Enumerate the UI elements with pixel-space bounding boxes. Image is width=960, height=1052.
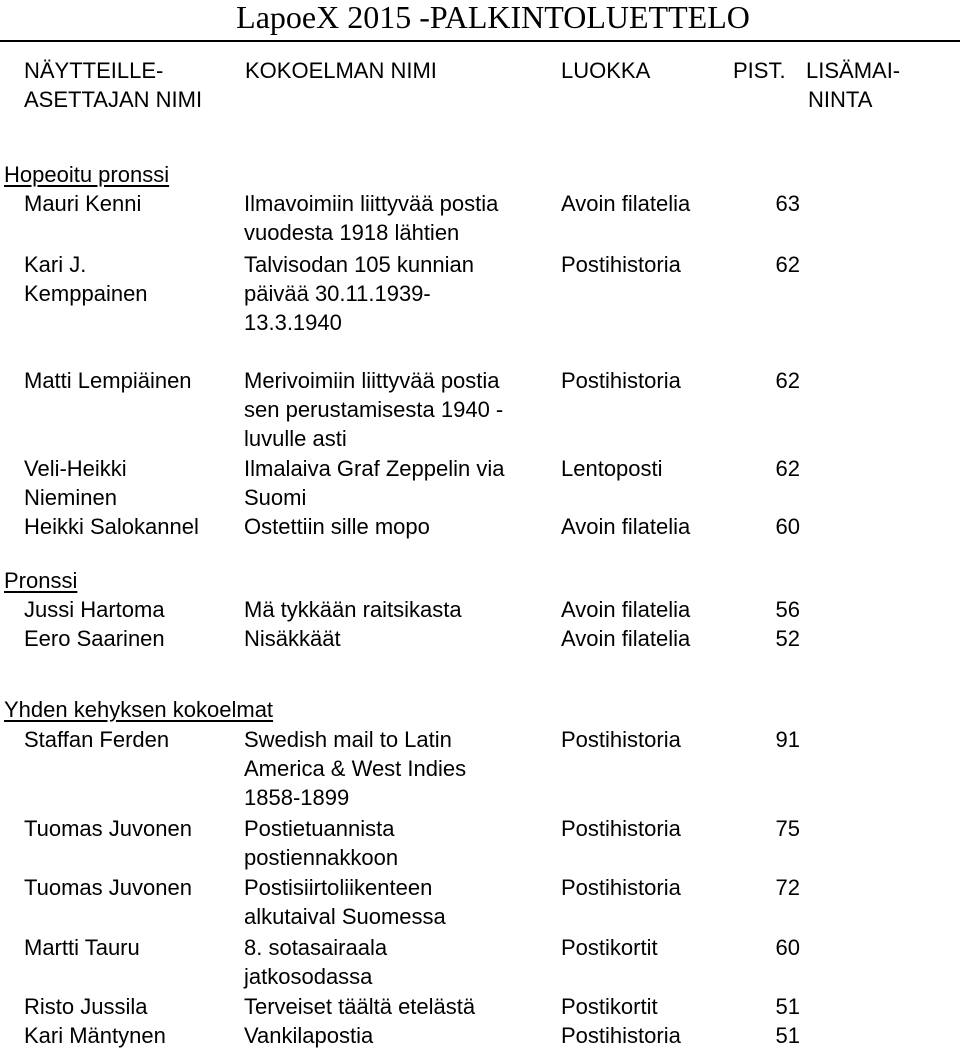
collection-name: päivää 30.11.1939- (244, 281, 431, 306)
collection-name: Suomi (244, 485, 307, 510)
exhibitor-name: Tuomas Juvonen (24, 875, 192, 900)
collection-name: Ilmavoimiin liittyvää postia (244, 191, 499, 216)
points-cell: 62 (775, 368, 800, 393)
header-class: LUOKKA (561, 58, 651, 83)
collection-name: jatkosodassa (244, 964, 373, 989)
points-cell: 60 (775, 514, 800, 539)
section-title: Yhden kehyksen kokoelmat (4, 697, 274, 722)
header-exhibitor-line: NÄYTTEILLE- (24, 58, 164, 83)
collection-name: Swedish mail to Latin (244, 727, 452, 752)
exhibitor-name: Tuomas Juvonen (24, 816, 192, 841)
exhibitor-name: Veli-Heikki (24, 456, 127, 481)
exhibitor-name: Nieminen (24, 485, 117, 510)
points-cell: 63 (775, 191, 800, 216)
exhibitor-name: Risto Jussila (24, 994, 148, 1019)
class-cell: Postikortit (561, 994, 658, 1019)
section-title: Pronssi (4, 568, 78, 593)
exhibitor-name: Staffan Ferden (24, 727, 170, 752)
collection-name: 8. sotasairaala (244, 935, 388, 960)
collection-name: Postisiirtoliikenteen (244, 875, 433, 900)
exhibitor-name: Mauri Kenni (24, 191, 142, 216)
title-divider (0, 40, 960, 42)
exhibitor-name: Heikki Salokannel (24, 514, 199, 539)
collection-name: postiennakkoon (244, 845, 399, 870)
collection-name: alkutaival Suomessa (244, 904, 446, 929)
exhibitor-name: Jussi Hartoma (24, 597, 165, 622)
header-extra-line: NINTA (808, 87, 873, 112)
collection-name: luvulle asti (244, 426, 347, 451)
collection-name: Vankilapostia (244, 1023, 374, 1048)
exhibitor-name: Matti Lempiäinen (24, 368, 192, 393)
header-exhibitor (24, 56, 202, 114)
class-cell: Postihistoria (561, 1023, 681, 1048)
exhibitor-name: Kari J. (24, 252, 87, 277)
points-cell: 60 (775, 935, 800, 960)
exhibitor-name: Martti Tauru (24, 935, 140, 960)
class-cell: Avoin filatelia (561, 191, 691, 216)
points-cell: 62 (775, 252, 800, 277)
collection-name: Postietuannista (244, 816, 395, 841)
exhibitor-name: Eero Saarinen (24, 626, 165, 651)
header-points: PIST. (733, 58, 786, 83)
section-title: Hopeoitu pronssi (4, 162, 170, 187)
class-cell: Postihistoria (561, 727, 681, 752)
collection-name: sen perustamisesta 1940 - (244, 397, 504, 422)
points-cell: 52 (775, 626, 800, 651)
points-cell: 56 (775, 597, 800, 622)
class-cell: Avoin filatelia (561, 626, 691, 651)
collection-name: Ilmalaiva Graf Zeppelin via (244, 456, 505, 481)
collection-name: Ostettiin sille mopo (244, 514, 430, 539)
collection-name: Terveiset täältä etelästä (244, 994, 476, 1019)
class-cell: Postihistoria (561, 368, 681, 393)
class-cell: Lentoposti (561, 456, 663, 481)
class-cell: Avoin filatelia (561, 597, 691, 622)
collection-name: 1858-1899 (244, 785, 350, 810)
points-cell: 62 (775, 456, 800, 481)
collection-name: 13.3.1940 (244, 310, 342, 335)
collection-name: vuodesta 1918 lähtien (244, 220, 460, 245)
collection-name: Nisäkkäät (244, 626, 341, 651)
page-title: LapoeX 2015 -PALKINTOLUETTELO (236, 0, 750, 35)
collection-name: Mä tykkään raitsikasta (244, 597, 462, 622)
class-cell: Postikortit (561, 935, 658, 960)
collection-name: Talvisodan 105 kunnian (244, 252, 474, 277)
points-cell: 75 (775, 816, 800, 841)
class-cell: Postihistoria (561, 816, 681, 841)
header-extra-line: LISÄMAI- (806, 58, 901, 83)
points-cell: 91 (775, 727, 800, 752)
class-cell: Postihistoria (561, 252, 681, 277)
points-cell: 51 (775, 994, 800, 1019)
collection-name: America & West Indies (244, 756, 467, 781)
header-exhibitor-line: ASETTAJAN NIMI (24, 87, 203, 112)
header-collection: KOKOELMAN NIMI (245, 58, 437, 83)
exhibitor-name: Kari Mäntynen (24, 1023, 166, 1048)
class-cell: Avoin filatelia (561, 514, 691, 539)
header-extra (806, 56, 900, 114)
collection-name: Merivoimiin liittyvää postia (244, 368, 500, 393)
exhibitor-name: Kemppainen (24, 281, 148, 306)
class-cell: Postihistoria (561, 875, 681, 900)
points-cell: 72 (775, 875, 800, 900)
points-cell: 51 (775, 1023, 800, 1048)
